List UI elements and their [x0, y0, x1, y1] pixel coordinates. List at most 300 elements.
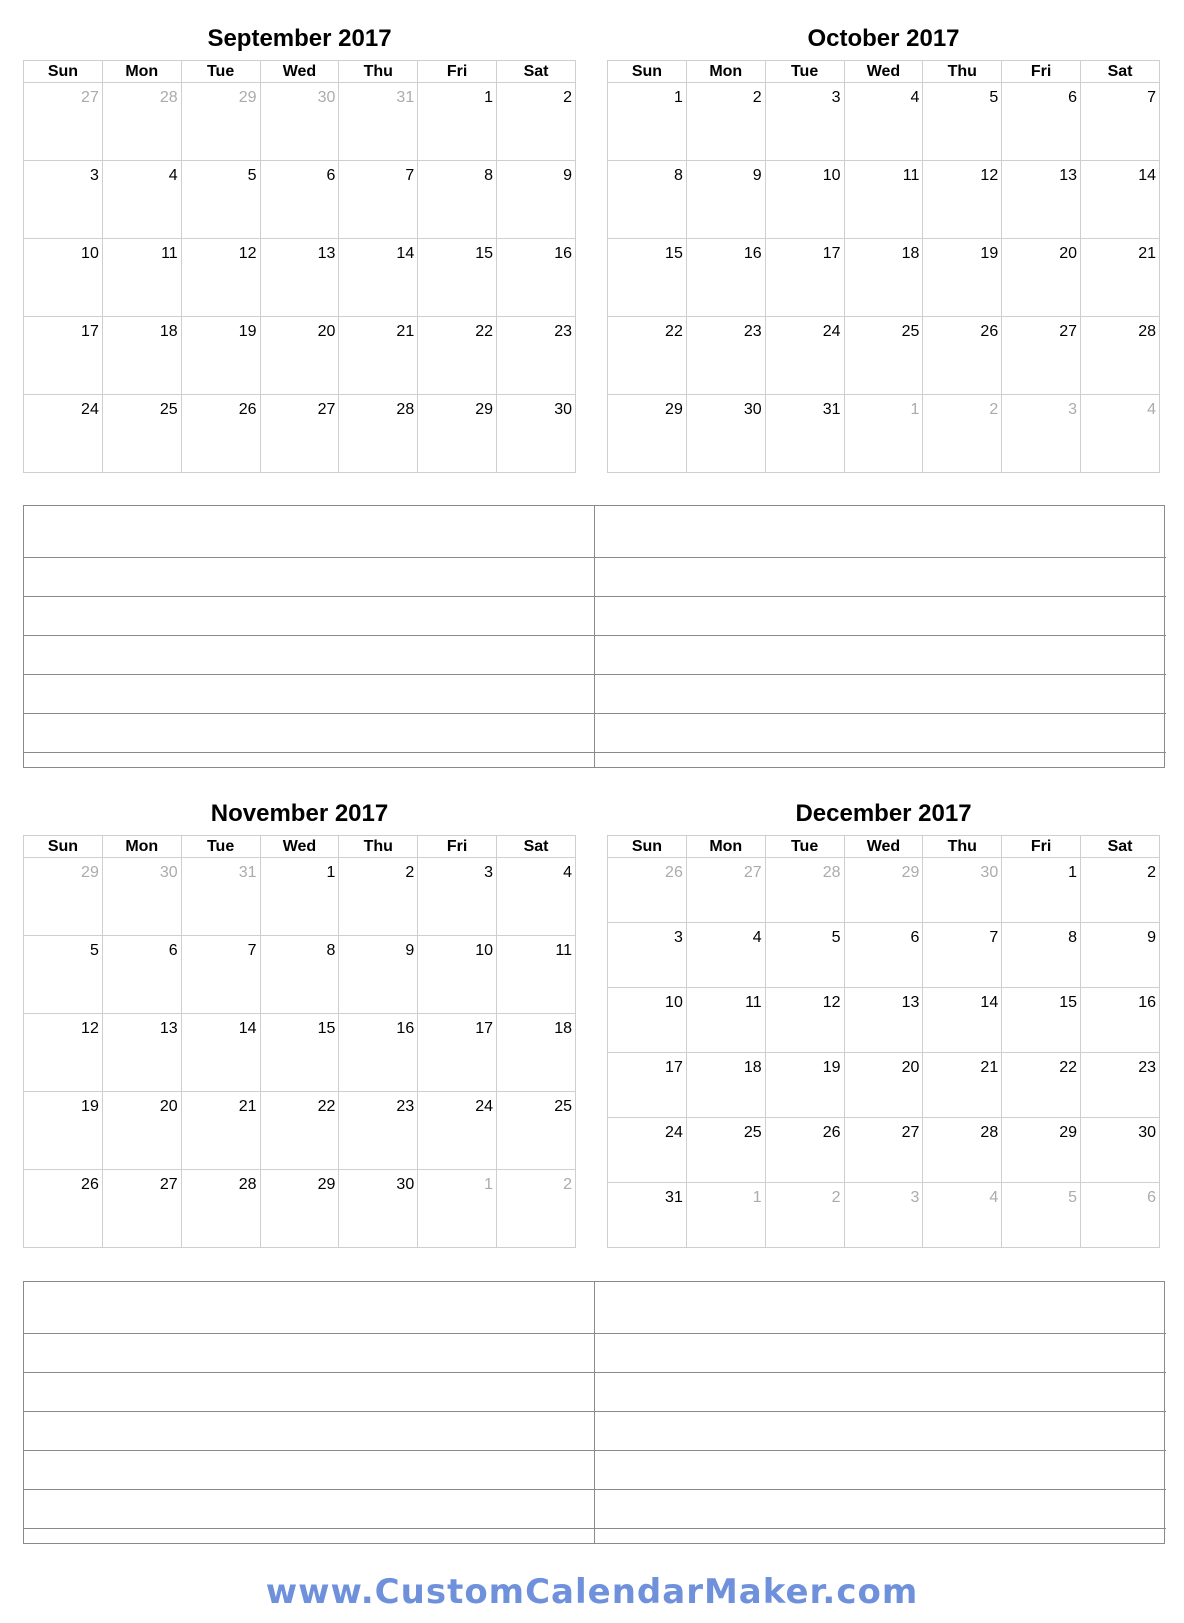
- week-row: [24, 317, 576, 395]
- day-number: 22: [1059, 1059, 1078, 1076]
- day-cell[interactable]: [24, 83, 103, 161]
- day-number: 5: [89, 942, 99, 959]
- week-row: [24, 239, 576, 317]
- day-cell[interactable]: [1081, 1183, 1160, 1248]
- day-cell[interactable]: [923, 923, 1002, 988]
- day-cell[interactable]: [339, 161, 418, 239]
- day-cell[interactable]: [497, 1092, 576, 1170]
- day-cell[interactable]: [1002, 161, 1081, 239]
- day-number: 7: [247, 942, 257, 959]
- day-number: 15: [665, 245, 683, 262]
- day-number: 2: [989, 401, 999, 418]
- day-cell[interactable]: [418, 1092, 497, 1170]
- day-cell[interactable]: [102, 936, 181, 1014]
- day-cell[interactable]: [102, 395, 181, 473]
- day-cell[interactable]: [497, 1014, 576, 1092]
- day-cell[interactable]: [181, 858, 260, 936]
- day-number: 28: [159, 89, 178, 106]
- day-cell[interactable]: [923, 83, 1002, 161]
- note-line: [24, 1528, 1166, 1529]
- day-cell[interactable]: [1002, 1183, 1081, 1248]
- day-cell[interactable]: [418, 83, 497, 161]
- day-cell[interactable]: [418, 161, 497, 239]
- day-number: 1: [484, 1176, 494, 1193]
- day-number: 28: [822, 864, 841, 881]
- day-cell[interactable]: [844, 1053, 923, 1118]
- day-cell[interactable]: [339, 1092, 418, 1170]
- day-cell[interactable]: [497, 83, 576, 161]
- month-november: [23, 797, 576, 1248]
- note-line: [24, 1450, 1166, 1451]
- day-cell[interactable]: [260, 936, 339, 1014]
- day-cell[interactable]: [1002, 1118, 1081, 1183]
- day-cell[interactable]: [497, 858, 576, 936]
- day-number: 5: [989, 89, 999, 106]
- week-row: [24, 1092, 576, 1170]
- day-number: 12: [238, 245, 257, 262]
- week-row: [608, 239, 1160, 317]
- day-number: 18: [743, 1059, 762, 1076]
- day-cell[interactable]: [765, 858, 844, 923]
- day-cell[interactable]: [1002, 83, 1081, 161]
- day-cell[interactable]: [686, 317, 765, 395]
- day-cell[interactable]: [844, 988, 923, 1053]
- day-cell[interactable]: [1081, 83, 1160, 161]
- month-grid: [607, 60, 1160, 473]
- weekday-header: Thu: [339, 836, 418, 858]
- week-row: [24, 1170, 576, 1248]
- day-cell[interactable]: [844, 317, 923, 395]
- day-number: 13: [317, 245, 336, 262]
- day-number: 26: [238, 401, 257, 418]
- day-cell[interactable]: [765, 1183, 844, 1248]
- day-cell[interactable]: [844, 161, 923, 239]
- day-cell[interactable]: [181, 161, 260, 239]
- day-cell[interactable]: [1081, 395, 1160, 473]
- day-cell[interactable]: [24, 1014, 103, 1092]
- day-number: 5: [247, 167, 257, 184]
- week-row: [24, 936, 576, 1014]
- day-cell[interactable]: [608, 1118, 687, 1183]
- day-cell[interactable]: [1081, 239, 1160, 317]
- day-cell[interactable]: [765, 923, 844, 988]
- day-number: 10: [822, 167, 841, 184]
- day-cell[interactable]: [260, 317, 339, 395]
- day-cell[interactable]: [24, 936, 103, 1014]
- day-cell[interactable]: [497, 936, 576, 1014]
- day-number: 29: [317, 1176, 336, 1193]
- day-number: 6: [168, 942, 178, 959]
- day-cell[interactable]: [260, 858, 339, 936]
- day-cell[interactable]: [260, 395, 339, 473]
- week-row: [24, 858, 576, 936]
- day-cell[interactable]: [102, 83, 181, 161]
- day-number: 25: [554, 1098, 572, 1115]
- day-cell[interactable]: [686, 1053, 765, 1118]
- day-cell[interactable]: [102, 1014, 181, 1092]
- day-number: 16: [743, 245, 762, 262]
- day-cell[interactable]: [1002, 1053, 1081, 1118]
- weekday-header: Sat: [1081, 61, 1160, 83]
- note-line: [24, 1372, 1166, 1373]
- day-number: 21: [238, 1098, 257, 1115]
- day-number: 30: [396, 1176, 415, 1193]
- day-cell[interactable]: [24, 317, 103, 395]
- day-cell[interactable]: [24, 161, 103, 239]
- day-cell[interactable]: [765, 988, 844, 1053]
- day-cell[interactable]: [181, 239, 260, 317]
- day-number: 16: [554, 245, 572, 262]
- weekday-header: Thu: [923, 836, 1002, 858]
- day-cell[interactable]: [844, 83, 923, 161]
- day-cell[interactable]: [1081, 923, 1160, 988]
- day-cell[interactable]: [686, 858, 765, 923]
- day-cell[interactable]: [923, 1118, 1002, 1183]
- day-number: 11: [902, 167, 920, 184]
- day-cell[interactable]: [765, 161, 844, 239]
- day-number: 9: [1147, 929, 1156, 946]
- day-number: 5: [1068, 1189, 1078, 1206]
- week-row: [608, 317, 1160, 395]
- day-cell[interactable]: [1002, 317, 1081, 395]
- day-cell[interactable]: [608, 923, 687, 988]
- day-cell[interactable]: [339, 858, 418, 936]
- day-cell[interactable]: [765, 395, 844, 473]
- day-number: 2: [563, 89, 572, 106]
- day-cell[interactable]: [923, 317, 1002, 395]
- weekday-header: Sat: [497, 836, 576, 858]
- day-cell[interactable]: [24, 395, 103, 473]
- day-cell[interactable]: [102, 858, 181, 936]
- week-row: [24, 83, 576, 161]
- day-cell[interactable]: [608, 395, 687, 473]
- week-row: [608, 923, 1160, 988]
- note-line: [24, 557, 1166, 558]
- day-cell[interactable]: [497, 395, 576, 473]
- day-cell[interactable]: [844, 1183, 923, 1248]
- day-cell[interactable]: [844, 239, 923, 317]
- weekday-header: Mon: [102, 836, 181, 858]
- day-number: 27: [81, 89, 99, 106]
- weekday-header: Wed: [844, 836, 923, 858]
- weekday-header: Fri: [418, 836, 497, 858]
- week-row: [608, 161, 1160, 239]
- day-cell[interactable]: [1002, 239, 1081, 317]
- day-cell[interactable]: [181, 317, 260, 395]
- day-cell[interactable]: [102, 161, 181, 239]
- day-number: 27: [743, 864, 762, 881]
- day-cell[interactable]: [923, 858, 1002, 923]
- day-number: 14: [1138, 167, 1156, 184]
- day-number: 20: [159, 1098, 178, 1115]
- notes-area: [23, 1281, 1165, 1544]
- weekday-header: Thu: [923, 61, 1002, 83]
- day-cell[interactable]: [24, 1092, 103, 1170]
- weekday-header: Sat: [497, 61, 576, 83]
- day-number: 25: [901, 323, 920, 340]
- day-cell[interactable]: [260, 1014, 339, 1092]
- day-cell[interactable]: [608, 858, 687, 923]
- day-number: 26: [665, 864, 683, 881]
- day-number: 1: [1068, 864, 1078, 881]
- weekday-header: Wed: [844, 61, 923, 83]
- day-cell[interactable]: [923, 239, 1002, 317]
- day-cell[interactable]: [260, 1170, 339, 1248]
- day-number: 30: [1138, 1124, 1156, 1141]
- day-cell[interactable]: [923, 1183, 1002, 1248]
- day-cell[interactable]: [181, 936, 260, 1014]
- day-number: 29: [1059, 1124, 1078, 1141]
- note-line: [24, 1489, 1166, 1490]
- day-number: 3: [1068, 401, 1078, 418]
- week-row: [24, 395, 576, 473]
- day-number: 18: [554, 1020, 572, 1037]
- weekday-header: Sat: [1081, 836, 1160, 858]
- day-number: 13: [1059, 167, 1078, 184]
- day-cell[interactable]: [686, 239, 765, 317]
- day-number: 3: [910, 1189, 920, 1206]
- weekday-header: Sun: [608, 61, 687, 83]
- day-number: 8: [1068, 929, 1078, 946]
- day-number: 4: [563, 864, 572, 881]
- day-cell[interactable]: [339, 1170, 418, 1248]
- day-cell[interactable]: [260, 239, 339, 317]
- day-number: 28: [396, 401, 415, 418]
- day-cell[interactable]: [339, 83, 418, 161]
- day-number: 12: [980, 167, 999, 184]
- note-line: [24, 752, 1166, 753]
- day-cell[interactable]: [765, 83, 844, 161]
- weekday-header: Wed: [260, 836, 339, 858]
- day-number: 12: [822, 994, 841, 1011]
- day-cell[interactable]: [1002, 923, 1081, 988]
- day-cell[interactable]: [1081, 1053, 1160, 1118]
- day-cell[interactable]: [181, 83, 260, 161]
- day-cell[interactable]: [181, 1014, 260, 1092]
- week-row: [608, 83, 1160, 161]
- day-cell[interactable]: [608, 988, 687, 1053]
- week-row: [24, 1014, 576, 1092]
- note-line: [24, 596, 1166, 597]
- day-number: 1: [752, 1189, 762, 1206]
- weekday-header-row: [24, 61, 576, 83]
- day-cell[interactable]: [1081, 317, 1160, 395]
- day-cell[interactable]: [844, 395, 923, 473]
- day-cell[interactable]: [181, 395, 260, 473]
- day-cell[interactable]: [923, 988, 1002, 1053]
- day-cell[interactable]: [1002, 988, 1081, 1053]
- weekday-header: Sun: [608, 836, 687, 858]
- day-number: 19: [822, 1059, 841, 1076]
- day-number: 28: [980, 1124, 999, 1141]
- weekday-header: Fri: [1002, 61, 1081, 83]
- day-cell[interactable]: [1081, 858, 1160, 923]
- day-cell[interactable]: [339, 936, 418, 1014]
- day-cell[interactable]: [608, 239, 687, 317]
- day-number: 25: [159, 401, 178, 418]
- day-cell[interactable]: [181, 1092, 260, 1170]
- day-cell[interactable]: [497, 161, 576, 239]
- day-cell[interactable]: [608, 1183, 687, 1248]
- day-cell[interactable]: [1002, 858, 1081, 923]
- day-cell[interactable]: [608, 1053, 687, 1118]
- day-cell[interactable]: [24, 239, 103, 317]
- day-cell[interactable]: [102, 317, 181, 395]
- note-line: [24, 1411, 1166, 1412]
- month-grid: [607, 835, 1160, 1248]
- day-cell[interactable]: [497, 239, 576, 317]
- day-number: 3: [673, 929, 683, 946]
- day-number: 23: [396, 1098, 415, 1115]
- day-cell[interactable]: [1081, 988, 1160, 1053]
- day-number: 29: [238, 89, 257, 106]
- note-line: [24, 635, 1166, 636]
- day-number: 2: [752, 89, 762, 106]
- weekday-header: Mon: [686, 836, 765, 858]
- day-cell[interactable]: [24, 858, 103, 936]
- day-cell[interactable]: [418, 1170, 497, 1248]
- day-number: 14: [396, 245, 415, 262]
- day-cell[interactable]: [765, 239, 844, 317]
- day-number: 27: [1059, 323, 1078, 340]
- day-number: 29: [665, 401, 683, 418]
- day-number: 28: [238, 1176, 257, 1193]
- day-cell[interactable]: [418, 936, 497, 1014]
- day-number: 17: [475, 1020, 494, 1037]
- day-number: 2: [563, 1176, 572, 1193]
- day-number: 21: [1138, 245, 1156, 262]
- day-cell[interactable]: [686, 923, 765, 988]
- day-cell[interactable]: [102, 1170, 181, 1248]
- day-number: 15: [317, 1020, 336, 1037]
- weekday-header: Tue: [181, 61, 260, 83]
- day-number: 30: [159, 864, 178, 881]
- month-title: November 2017: [210, 800, 389, 827]
- day-cell[interactable]: [418, 1014, 497, 1092]
- day-cell[interactable]: [1081, 1118, 1160, 1183]
- day-number: 29: [901, 864, 920, 881]
- day-number: 15: [475, 245, 494, 262]
- day-cell[interactable]: [102, 239, 181, 317]
- day-number: 30: [554, 401, 572, 418]
- note-line: [24, 1333, 1166, 1334]
- day-number: 9: [563, 167, 572, 184]
- day-number: 30: [743, 401, 762, 418]
- day-number: 31: [665, 1189, 683, 1206]
- note-line: [24, 713, 1166, 714]
- day-cell[interactable]: [765, 1053, 844, 1118]
- day-cell[interactable]: [686, 83, 765, 161]
- day-cell[interactable]: [686, 395, 765, 473]
- weekday-header: Tue: [765, 836, 844, 858]
- week-row: [608, 1118, 1160, 1183]
- day-cell[interactable]: [418, 395, 497, 473]
- day-number: 2: [1147, 864, 1156, 881]
- day-cell[interactable]: [102, 1092, 181, 1170]
- weekday-header: Sun: [24, 61, 103, 83]
- day-cell[interactable]: [686, 1183, 765, 1248]
- day-cell[interactable]: [686, 988, 765, 1053]
- day-cell[interactable]: [339, 239, 418, 317]
- day-cell[interactable]: [418, 858, 497, 936]
- day-number: 15: [1059, 994, 1078, 1011]
- note-line: [24, 674, 1166, 675]
- day-cell[interactable]: [608, 83, 687, 161]
- day-number: 20: [1059, 245, 1078, 262]
- day-number: 24: [81, 401, 99, 418]
- day-number: 17: [81, 323, 99, 340]
- day-cell[interactable]: [608, 161, 687, 239]
- day-cell[interactable]: [686, 161, 765, 239]
- day-number: 1: [673, 89, 683, 106]
- day-cell[interactable]: [260, 1092, 339, 1170]
- day-number: 26: [822, 1124, 841, 1141]
- day-number: 1: [910, 401, 920, 418]
- notes-area: [23, 505, 1165, 768]
- day-number: 30: [980, 864, 999, 881]
- day-cell[interactable]: [181, 1170, 260, 1248]
- weekday-header-row: [24, 836, 576, 858]
- day-cell[interactable]: [844, 923, 923, 988]
- day-number: 18: [159, 323, 178, 340]
- day-number: 23: [1138, 1059, 1156, 1076]
- day-number: 14: [238, 1020, 257, 1037]
- day-cell[interactable]: [339, 1014, 418, 1092]
- day-cell[interactable]: [260, 83, 339, 161]
- day-number: 3: [484, 864, 494, 881]
- day-number: 13: [901, 994, 920, 1011]
- day-cell[interactable]: [497, 1170, 576, 1248]
- day-cell[interactable]: [1081, 161, 1160, 239]
- day-number: 19: [238, 323, 257, 340]
- month-grid: [23, 60, 576, 473]
- day-cell[interactable]: [923, 1053, 1002, 1118]
- day-cell[interactable]: [765, 1118, 844, 1183]
- day-cell[interactable]: [339, 317, 418, 395]
- day-cell[interactable]: [260, 161, 339, 239]
- day-cell[interactable]: [418, 317, 497, 395]
- day-number: 26: [980, 323, 999, 340]
- day-number: 10: [665, 994, 683, 1011]
- day-number: 17: [665, 1059, 683, 1076]
- day-cell[interactable]: [844, 1118, 923, 1183]
- day-cell[interactable]: [765, 317, 844, 395]
- day-cell[interactable]: [923, 161, 1002, 239]
- day-number: 19: [81, 1098, 99, 1115]
- day-number: 5: [831, 929, 841, 946]
- day-number: 7: [1147, 89, 1156, 106]
- day-number: 21: [396, 323, 415, 340]
- weekday-header: Sun: [24, 836, 103, 858]
- notes-divider: [594, 1282, 595, 1543]
- day-number: 29: [475, 401, 494, 418]
- day-cell[interactable]: [339, 395, 418, 473]
- day-number: 30: [317, 89, 336, 106]
- day-cell[interactable]: [1002, 395, 1081, 473]
- day-cell[interactable]: [24, 1170, 103, 1248]
- day-cell[interactable]: [608, 317, 687, 395]
- day-cell[interactable]: [418, 239, 497, 317]
- day-number: 8: [326, 942, 336, 959]
- day-cell[interactable]: [686, 1118, 765, 1183]
- day-number: 4: [752, 929, 762, 946]
- day-cell[interactable]: [497, 317, 576, 395]
- day-cell[interactable]: [844, 858, 923, 923]
- day-number: 27: [901, 1124, 920, 1141]
- day-cell[interactable]: [923, 395, 1002, 473]
- site-watermark-link[interactable]: www.CustomCalendarMaker.com: [265, 1572, 919, 1612]
- day-number: 1: [326, 864, 336, 881]
